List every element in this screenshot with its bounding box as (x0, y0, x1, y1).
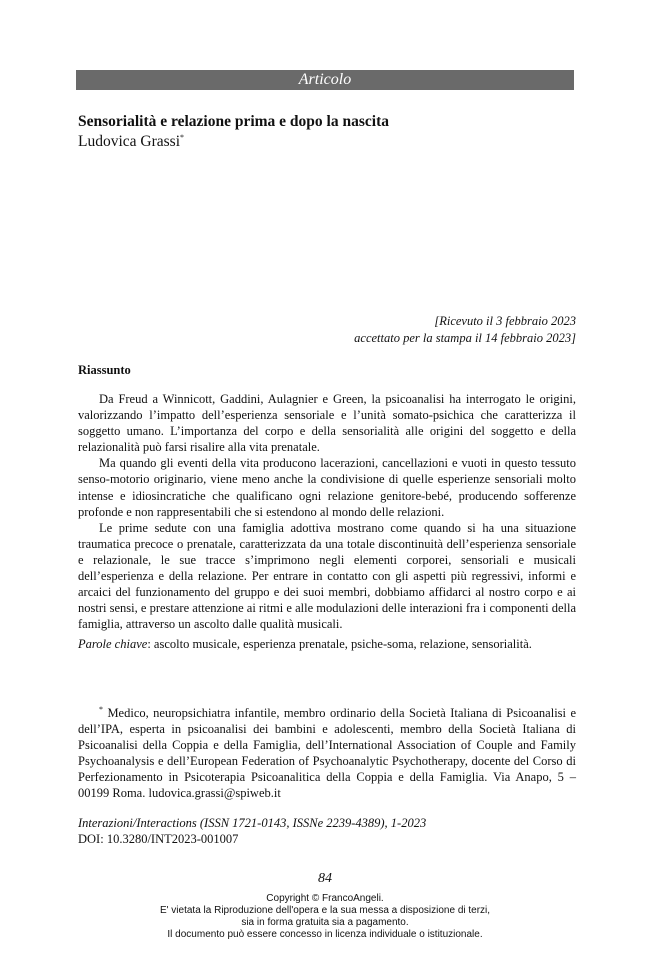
footnote-paragraph (78, 705, 576, 802)
copyright-line: sia in forma gratuita sia a pagamento. (241, 917, 409, 928)
article-title: Sensorialità e relazione prima e dopo la nascita (78, 113, 389, 130)
copyright-line: Copyright © FrancoAngeli. (266, 893, 384, 904)
journal-citation: Interazioni/Interactions (ISSN 1721-0143, ISSNe 2239-4389), 1-2023 (78, 816, 427, 830)
abstract-body (78, 391, 576, 632)
copyright-line: Il documento può essere concesso in licenza individuale o istituzionale. (167, 929, 483, 940)
received-date: [Ricevuto il 3 febbraio 2023 (434, 314, 576, 328)
keywords-text: : ascolto musicale, esperienza prenatale, psiche-soma, relazione, sensorialità. (147, 637, 532, 651)
keywords (78, 636, 576, 652)
footnote-text: Medico, neuropsichiatra infantile, membro ordinario della Società Italiana di Psicoanalisi e dell’IPA, esperta in psicoanalisi dei bambini e adolescenti, membro della Società Italiana di Psicoanalisi della Coppia e della Famiglia, dell’International Association of Couple and Family Psychoanalysis e dell’European Federation of Psychoanalytic Psychotherapy, docente del Corso di Perfezionamento in Psicoterapia Psicoanalitica della Coppia e della Famiglia. Via Anapo, 5 – 00199 Roma. ludovica.grassi@spiweb.it (78, 706, 576, 801)
page-number: 84 (318, 871, 332, 886)
journal-doi: DOI: 10.3280/INT2023-001007 (78, 832, 239, 846)
received-dates (200, 313, 576, 347)
accepted-date: accettato per la stampa il 14 febbraio 2023] (354, 331, 576, 345)
abstract-paragraph: Le prime sedute con una famiglia adottiva mostrano come quando si ha una situazione traumatica precoce o prenatale, caratterizzata da una totale discontinuità dell’esperienza sensoriale e relazionale, le sue tracce s’imprimono negli elementi corporei, sensoriali e musicali dell’esperienza e della relazione. Per entrare in contatto con gli aspetti più regressivi, informi e arcaici del funzionamento del gruppo e dei suoi membri, dobbiamo affidarci al nostro corpo e ai nostri sensi, e prestare attenzione ai ritmi e alle modulazioni delle interazioni fra i componenti della famiglia, attraverso un ascolto dalle qualità musicali. (78, 520, 576, 632)
copyright-notice (0, 893, 650, 941)
keywords-label: Parole chiave (78, 637, 148, 651)
article-author (78, 132, 578, 152)
section-header: Articolo (76, 70, 574, 90)
footnote-mark: * (99, 704, 103, 714)
abstract-heading: Riassunto (78, 363, 131, 377)
author-footnote-mark[interactable]: * (180, 132, 185, 142)
author-footnote (78, 705, 576, 802)
journal-info (78, 815, 576, 847)
abstract-paragraph: Da Freud a Winnicott, Gaddini, Aulagnier e Green, la psicoanalisi ha interrogato le origini, valorizzando l’impatto dell’esperienza sensoriale e l’unità somato-psichica che caratterizza il soggetto umano. L’importanza del corpo e della sensorialità alle origini del soggetto e della relazionalità può farsi risalire alla vita prenatale. (78, 392, 576, 455)
abstract-paragraph: Ma quando gli eventi della vita producono lacerazioni, cancellazioni e vuoti in questo tessuto senso-motorio originario, viene meno anche la condivisione di quelle esperienze sensoriali molto intense e idiosincratiche che qualificano ogni relazione genitore-bebé, producendo sofferenze profonde e non rappresentabili che si estendono al mondo delle relazioni. (78, 456, 576, 519)
author-name: Ludovica Grassi (78, 133, 181, 150)
copyright-line: E' vietata la Riproduzione dell'opera e la sua messa a disposizione di terzi, (159, 905, 491, 916)
